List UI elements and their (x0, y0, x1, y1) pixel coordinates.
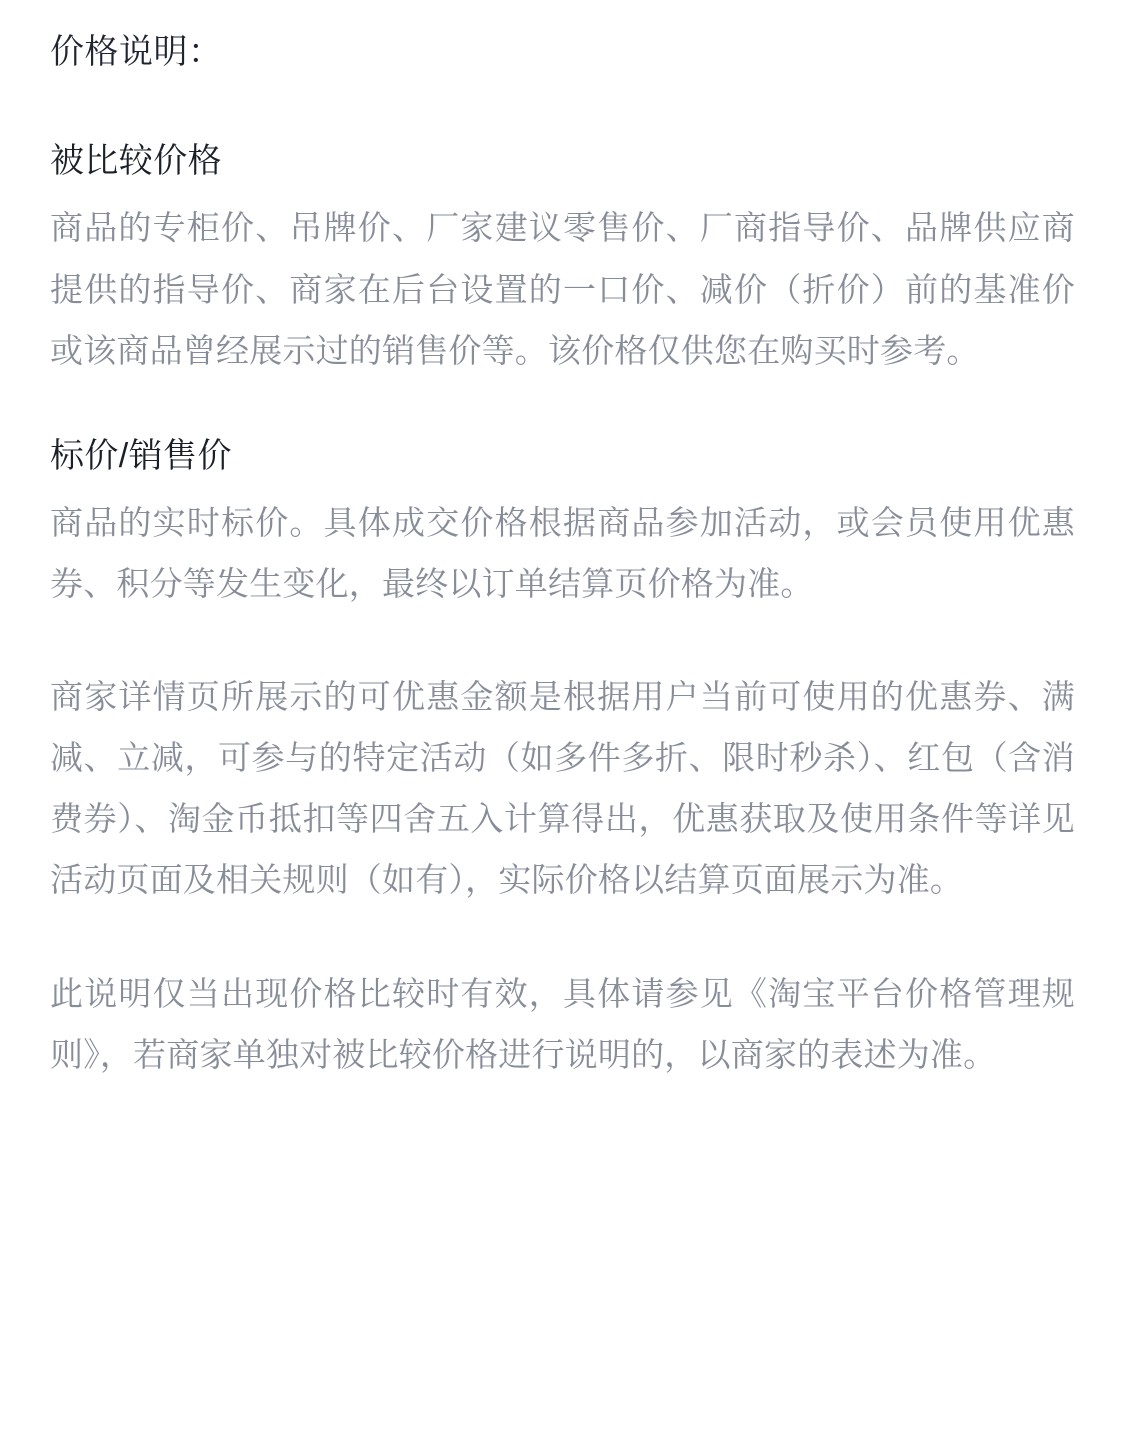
section-heading-compared-price: 被比较价格 (50, 141, 222, 180)
section-list-price (50, 433, 1075, 1085)
section-compared-price (50, 138, 1075, 381)
section-paragraph: 商家详情页所展示的可优惠金额是根据用户当前可使用的优惠券、满减、立减，可参与的特定活动（如多件多折、限时秒杀）、红包（含消费券）、淘金币抵扣等四舍五入计算得出，优惠获取及使用条件等详见活动页面及相关规则（如有），实际价格以结算页面展示为准。 (50, 678, 1075, 899)
page-title: 价格说明： (50, 33, 223, 71)
section-paragraph: 商品的专柜价、吊牌价、厂家建议零售价、厂商指导价、品牌供应商提供的指导价、商家在后台设置的一口价、减价（折价）前的基准价或该商品曾经展示过的销售价等。该价格仅供您在购买时参考。 (50, 209, 1075, 369)
section-heading-list-price: 标价/销售价 (50, 436, 232, 475)
section-paragraph: 此说明仅当出现价格比较时有效，具体请参见《淘宝平台价格管理规则》，若商家单独对被比较价格进行说明的，以商家的表述为准。 (50, 974, 1075, 1073)
section-paragraph: 商品的实时标价。具体成交价格根据商品参加活动，或会员使用优惠券、积分等发生变化，最终以订单结算页价格为准。 (50, 504, 1075, 603)
